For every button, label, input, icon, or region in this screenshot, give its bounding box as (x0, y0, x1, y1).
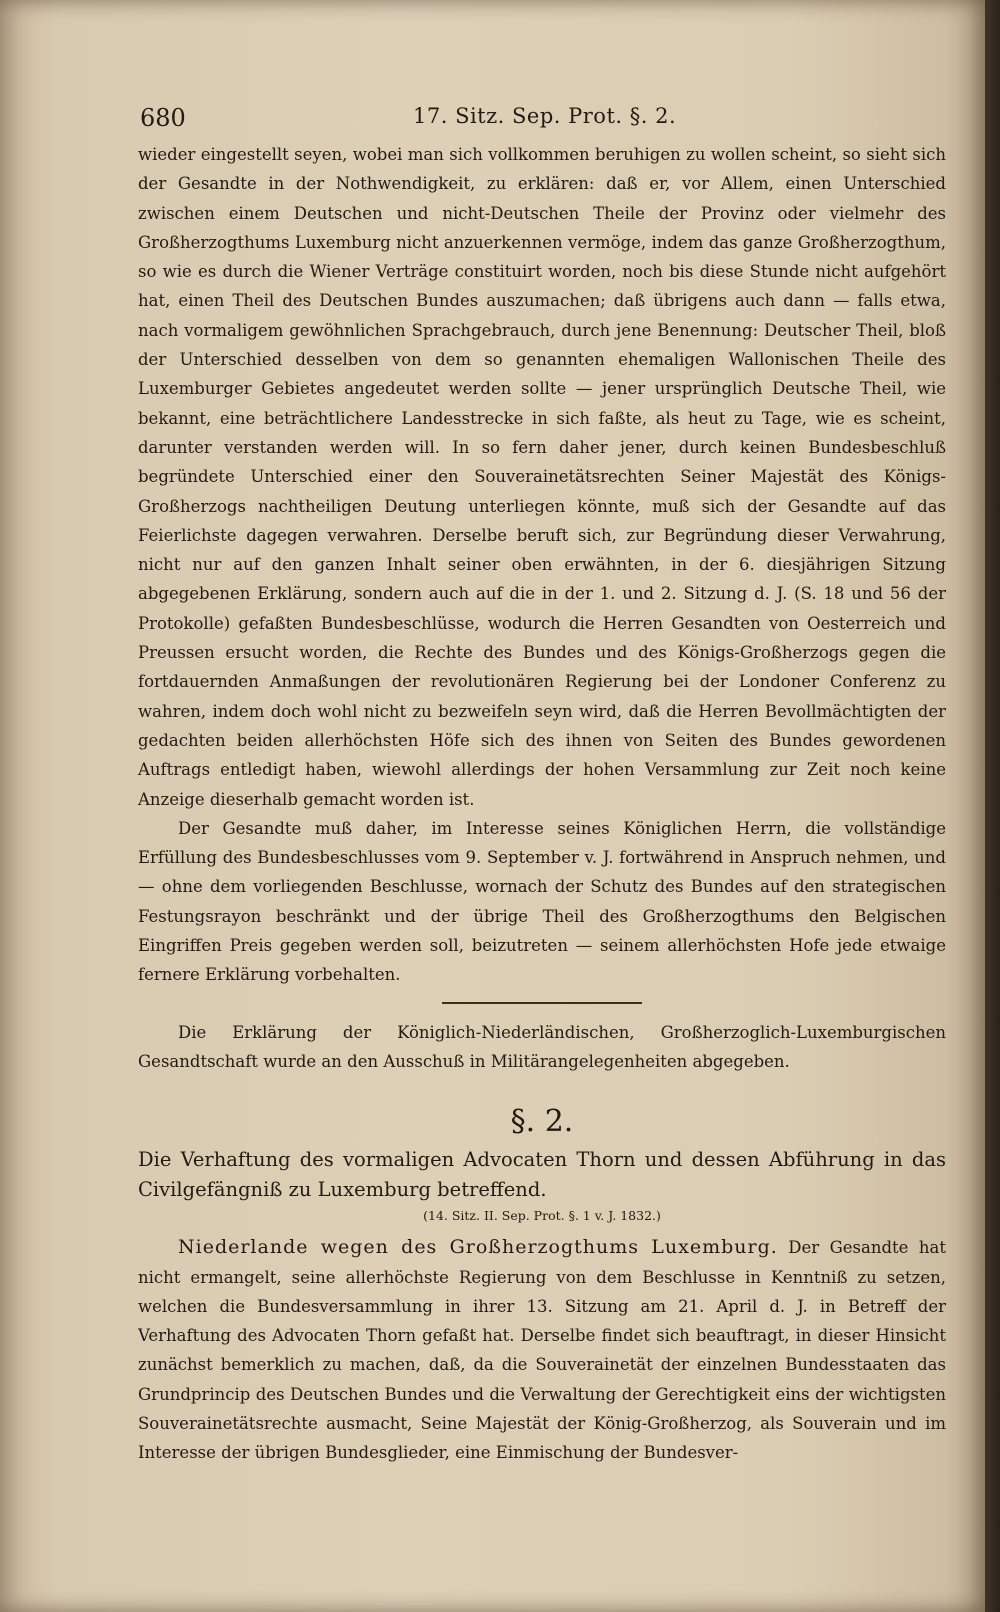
page-content (138, 100, 946, 1468)
section-title: Die Verhaftung des vormaligen Advocaten Thorn und dessen Abführung in das Civilgefängniß zu Luxemburg betreffend. (138, 1148, 946, 1202)
paragraph-continued: wieder eingestellt seyen, wobei man sich vollkommen beruhigen zu wollen scheint, so sieht sich der Gesandte in der Nothwendigkeit, zu erklären: daß er, vor Allem, einen Unterschied zwischen einem Deutschen und nicht-Deutschen Theile der Provinz oder vielmehr des Großherzogthums Luxemburg nicht anzuerkennen vermöge, indem das ganze Großherzogthum, so wie es durch die Wiener Verträge constituirt worden, noch bis diese Stunde nicht aufgehört hat, einen Theil des Deutschen Bundes auszumachen; daß übrigens auch dann — falls etwa, nach vormaligem gewöhnlichen Sprachgebrauch, durch jene Benennung: Deutscher Theil, bloß der Unterschied desselben von dem so genannten ehemaligen Wallonischen Theile des Luxemburger Gebietes angedeutet werden sollte — jener ursprünglich Deutsche Theil, wie bekannt, eine beträchtlichere Landesstrecke in sich faßte, als heut zu Tage, wie es scheint, darunter verstanden werden will. In so fern daher jener, durch keinen Bundesbeschluß begründete Unterschied einer den Souverainetätsrechten Seiner Majestät des Königs-Großherzogs nachtheiligen Deutung unterliegen könnte, muß sich der Gesandte auf das Feierlichste dagegen verwahren. Derselbe beruft sich, zur Begründung dieser Verwahrung, nicht nur auf den ganzen Inhalt seiner oben erwähnten, in der 6. diesjährigen Sitzung abgegebenen Erklärung, sondern auch auf die in der 1. und 2. Sitzung d. J. (S. 18 und 56 der Protokolle) gefaßten Bundesbeschlüsse, wodurch die Herren Gesandten von Oesterreich und Preussen ersucht worden, die Rechte des Bundes und des Königs-Großherzogs gegen die fortdauernden Anmaßungen der revolutionären Regierung bei der Londoner Conferenz zu wahren, indem doch wohl nicht zu bezweifeln seyn wird, daß die Herren Bevollmächtigten der gedachten beiden allerhöchsten Höfe sich des ihnen von Seiten des Bundes gewordenen Auftrags entledigt haben, wiewohl allerdings der hohen Versammlung zur Zeit noch keine Anzeige dieserhalb gemacht worden ist. (138, 145, 946, 809)
running-head (138, 100, 946, 140)
running-title: 17. Sitz. Sep. Prot. §. 2. (413, 104, 677, 128)
section-body-text: Der Gesandte hat nicht ermangelt, seine allerhöchste Regierung von dem Beschlusse in Kenntniß zu setzen, welchen die Bundesversammlung in ihrer 13. Sitzung am 21. April d. J. in Betreff der Verhaftung des Advocaten Thorn gefaßt hat. Derselbe findet sich beauftragt, in dieser Hinsicht zunächst bemerklich zu machen, daß, da die Souverainetät der einzelnen Bundesstaaten das Grundprincip des Deutschen Bundes und die Verwaltung der Gerechtigkeit eins der wichtigsten Souverainetätsrechte ausmacht, Seine Majestät der König-Großherzog, als Souverain und im Interesse der übrigen Bundesglieder, eine Einmischung der Bundesver- (138, 1238, 946, 1463)
paragraph-reservation: Der Gesandte muß daher, im Interesse seines Königlichen Herrn, die vollständige Erfüllung des Bundesbeschlusses vom 9. September v. J. fortwährend in Anspruch nehmen, und — ohne dem vorliegenden Beschlusse, wornach der Schutz des Bundes auf den strategischen Festungsrayon beschränkt und der übrige Theil des Großherzogthums den Belgischen Eingriffen Preis gegeben werden soll, beizutreten — seinem allerhöchsten Hofe jede etwaige fernere Erklärung vorbehalten. (138, 818, 946, 985)
book-edge (985, 0, 1000, 1612)
section-body (138, 1233, 946, 1467)
section-citation: (14. Sitz. II. Sep. Prot. §. 1 v. J. 1832.) (423, 1208, 661, 1224)
paragraph-referral: Die Erklärung der Königlich-Niederländischen, Großherzoglich-Luxemburgischen Gesandtschaft wurde an den Ausschuß in Militärangelegenheiten abgegeben. (138, 1022, 946, 1071)
section-mark: §. 2. (510, 1104, 574, 1140)
separator-rule (442, 1002, 642, 1004)
page-number: 680 (140, 104, 186, 132)
section-lead: Niederlande wegen des Großherzogthums Luxemburg. (178, 1236, 778, 1259)
